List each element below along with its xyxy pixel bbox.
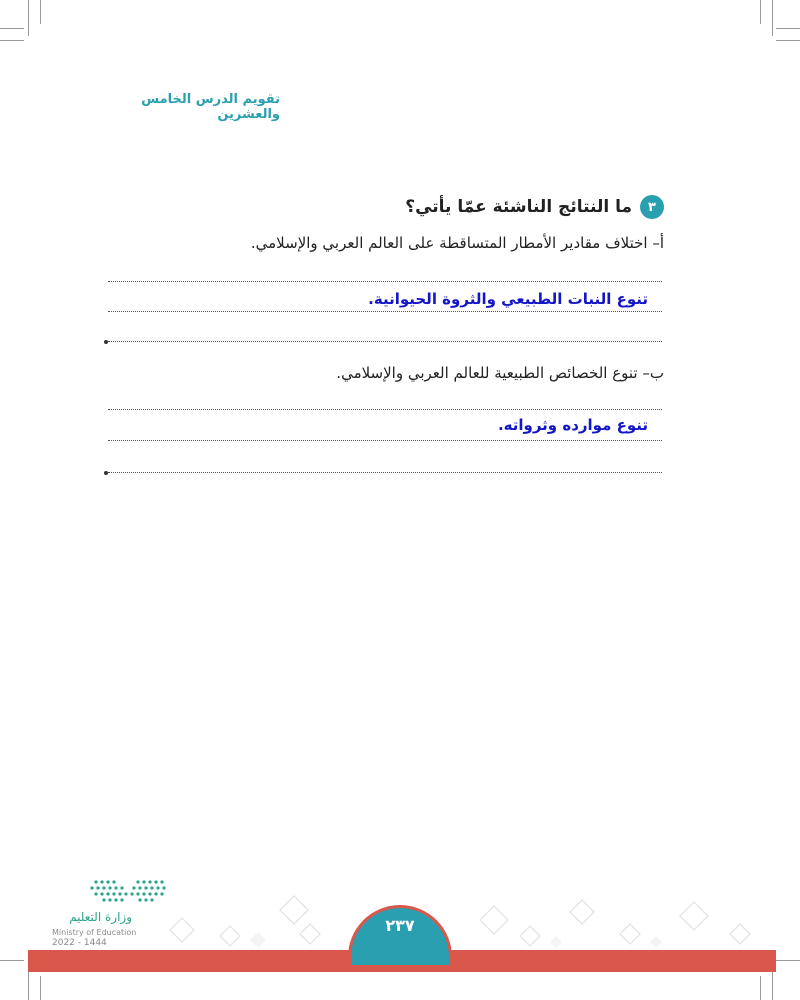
page-number: ٢٣٧ <box>385 916 415 935</box>
crop-mark <box>40 976 41 1000</box>
ministry-name-arabic: وزارة التعليم <box>69 910 132 924</box>
answer-line <box>108 409 662 410</box>
ministry-logo <box>52 876 172 952</box>
part-b-prompt: ب– تنوع الخصائص الطبيعية للعالم العربي والإسلامي. <box>336 364 664 382</box>
crop-mark <box>40 0 41 24</box>
line-end-dot <box>104 340 108 344</box>
question-heading <box>300 192 664 222</box>
question-number-badge: ٣ <box>640 195 664 219</box>
crop-mark <box>0 960 24 961</box>
ministry-dots-icon <box>52 876 172 906</box>
crop-mark <box>776 40 800 41</box>
footer-pattern <box>150 890 770 950</box>
edition-year: 2022 - 1444 <box>52 938 107 948</box>
answer-line <box>108 440 662 441</box>
crop-mark <box>760 0 761 24</box>
answer-line <box>108 341 662 342</box>
answer-line <box>108 311 662 312</box>
part-a-prompt: أ– اختلاف مقادير الأمطار المتساقطة على العالم العربي والإسلامي. <box>250 234 664 252</box>
crop-mark <box>760 976 761 1000</box>
answer-line <box>108 472 662 473</box>
crop-mark <box>0 40 24 41</box>
part-b-answer: تنوع موارده وثرواته. <box>497 416 648 434</box>
crop-mark <box>776 960 800 961</box>
part-a-answer: تنوع النبات الطبيعي والثروة الحيوانية. <box>368 290 648 308</box>
answer-line <box>108 281 662 282</box>
question-text: ما النتائج الناشئة عمّا يأتي؟ <box>405 197 632 217</box>
crop-mark <box>776 28 800 29</box>
ministry-name-english: Ministry of Education <box>52 928 137 937</box>
crop-mark <box>28 0 29 36</box>
crop-mark <box>772 0 773 36</box>
page-header-title: تقويم الدرس الخامس والعشرين <box>141 92 280 122</box>
line-end-dot <box>104 471 108 475</box>
crop-mark <box>0 28 24 29</box>
